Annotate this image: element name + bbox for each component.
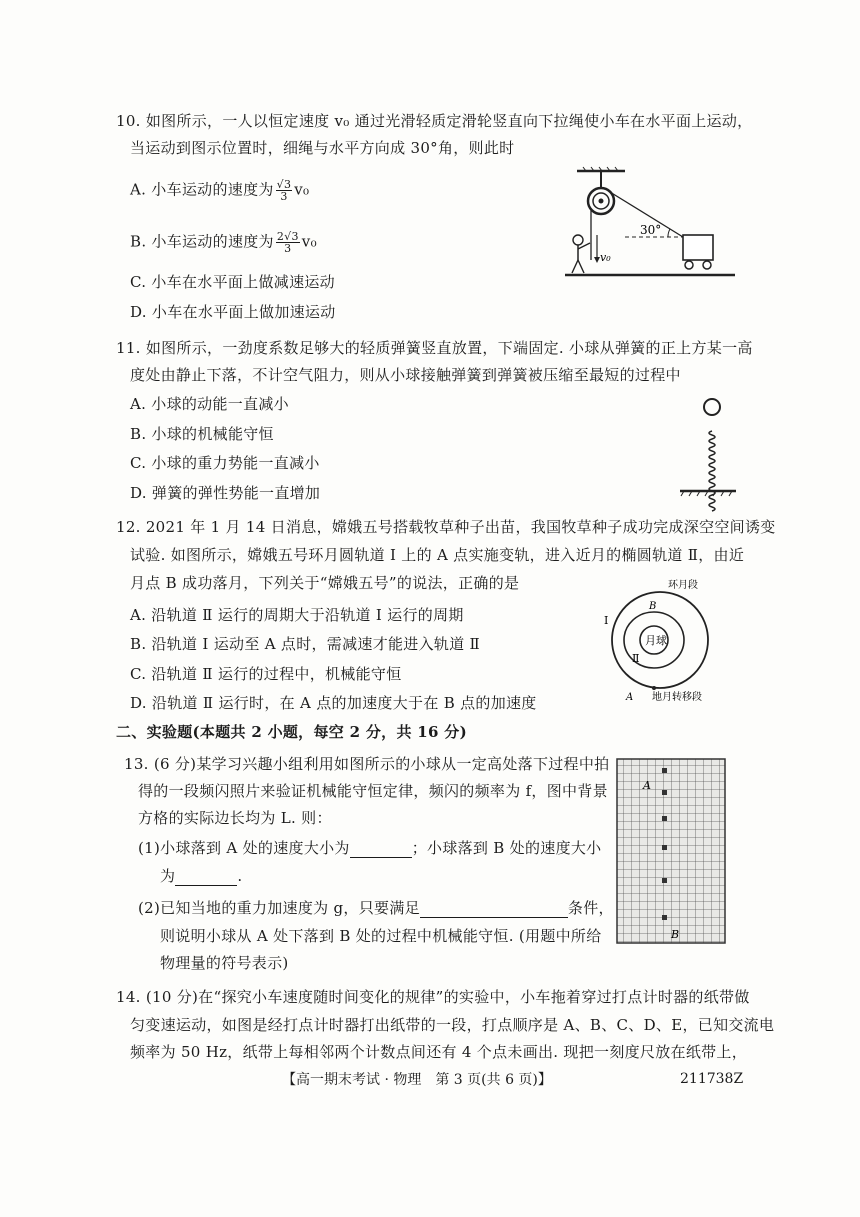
q11-option-b: B. 小球的机械能守恒 [130,425,274,443]
q13-part2-a: (2)已知当地的重力加速度为 g，只要满足 [138,899,420,917]
q11-spring-figure [678,393,738,497]
paper-code: 211738Z [680,1071,744,1087]
q10-pulley-cart-figure [555,165,745,280]
q10-option-a [130,179,309,202]
q12-option-a: A. 沿轨道 Ⅱ 运行的周期大于沿轨道 Ⅰ 运行的周期 [130,606,464,624]
q13-part1-cont [160,866,242,886]
q10-option-b [130,231,317,254]
q10-option-b-fraction [276,231,300,254]
q13-part1-c: 为 [160,867,176,885]
q10-fig-angle-label: 30° [640,223,662,237]
q10-option-b-numerator: 2√3 [276,230,299,243]
q10-option-c: C. 小车在水平面上做减速运动 [130,273,335,291]
q13-line2: 得的一段频闪照片来验证机械能守恒定律，频闪的频率为 f，图中背景 [138,782,608,800]
cart [683,235,713,269]
q13-fig-point-A: A [643,779,651,792]
background-grid [617,759,725,943]
q13-part1-b: ；小球落到 B 处的速度大小 [411,839,602,857]
q12-orbit-figure [598,578,738,702]
q13-part2-line3: 物理量的符号表示) [160,954,289,972]
q13-part1-a: (1)小球落到 A 处的速度大小为 [138,839,350,857]
q10-option-b-prefix: B. 小车运动的速度为 [130,232,274,251]
q10-option-a-fraction [276,179,293,202]
spring-base [680,491,736,496]
q12-fig-orbit-I-label: Ⅰ [604,614,609,627]
q10-option-a-denominator: 3 [280,190,288,203]
q10-option-a-suffix: v₀ [294,180,310,199]
q11-option-c: C. 小球的重力势能一直减小 [130,454,320,472]
q13-part2-b: 条件， [567,899,614,917]
q13-blank-vb[interactable] [175,869,237,886]
q11-stem-line1: 11. 如图所示，一劲度系数足够大的轻质弹簧竖直放置，下端固定. 小球从弹簧的正上方某一高 [116,339,753,357]
q13-part2-line2: 则说明小球从 A 处下落到 B 处的过程中机械能守恒. (用题中所给 [160,927,602,945]
q13-part2 [138,898,614,918]
q10-fig-velocity-label: v₀ [600,251,611,264]
q13-part1 [138,838,601,858]
q11-option-d: D. 弹簧的弹性势能一直增加 [130,484,321,502]
rope [591,192,683,260]
q14-line2: 匀变速运动，如图是经打点计时器打出纸带的一段，打点顺序是 A、B、C、D、E，已知交流电 [130,1016,775,1034]
q13-part1-d: . [237,867,243,885]
q12-option-c: C. 沿轨道 Ⅱ 运行的过程中，机械能守恒 [130,665,402,683]
q10-option-a-numerator: √3 [276,178,292,191]
point-a-dot [652,686,656,690]
spring [709,431,715,511]
angle-marker [625,223,683,237]
q10-stem-line2: 当运动到图示位置时，细绳与水平方向成 30°角，则此时 [130,139,515,157]
q13-line3: 方格的实际边长均为 L. 则： [138,809,332,827]
person-figure [572,235,590,273]
q12-fig-point-B: B [649,601,657,612]
q12-option-b: B. 沿轨道 Ⅰ 运动至 A 点时，需减速才能进入轨道 Ⅱ [130,635,481,653]
q12-fig-point-A: A [626,692,634,703]
q12-fig-orbit-II-label: Ⅱ [632,652,640,665]
q14-line1: 14. (10 分)在“探究小车速度随时间变化的规律”的实验中，小车拖着穿过打点计时器的纸带做 [116,988,750,1006]
q13-fig-point-B: B [671,928,680,941]
ceiling-mount [577,167,625,189]
q12-stem-line3: 月点 B 成功落月，下列关于“嫦娥五号”的说法，正确的是 [130,574,520,592]
q14-line3: 频率为 50 Hz，纸带上每相邻两个计数点间还有 4 个点未画出. 现把一刻度尺放在纸带上， [130,1043,748,1061]
q13-strobe-grid-figure [615,757,730,947]
q12-stem-line2: 试验. 如图所示，嫦娥五号环月圆轨道 Ⅰ 上的 A 点实施变轨，进入近月的椭圆轨道 Ⅱ，由近 [130,546,745,564]
q13-blank-va[interactable] [350,841,412,858]
q10-option-b-denominator: 3 [284,242,292,255]
q12-fig-bottom-label: 地月转移段 [652,692,702,703]
q12-stem-line1: 12. 2021 年 1 月 14 日消息，嫦娥五号搭载牧草种子出苗，我国牧草种子成功完成深空空间诱变 [116,518,776,536]
q12-option-d: D. 沿轨道 Ⅱ 运行时，在 A 点的加速度大于在 B 点的加速度 [130,694,537,712]
q10-option-d: D. 小车在水平面上做加速运动 [130,303,336,321]
section-2-heading: 二、实验题(本题共 2 小题，每空 2 分，共 16 分) [116,723,467,741]
q12-fig-moon-label: 月球 [645,634,667,647]
page-footer: 【高一期末考试 · 物理 第 3 页(共 6 页)】 [282,1072,552,1088]
q11-stem-line2: 度处由静止下落，不计空气阻力，则从小球接触弹簧到弹簧被压缩至最短的过程中 [130,366,681,384]
q10-stem-line1: 10. 如图所示，一人以恒定速度 v₀ 通过光滑轻质定滑轮竖直向下拉绳使小车在水平面上运动， [116,112,753,130]
q13-blank-condition[interactable] [420,901,568,918]
velocity-arrow [594,235,611,264]
q10-option-b-suffix: v₀ [301,232,317,251]
q10-option-a-prefix: A. 小车运动的速度为 [130,180,274,199]
q12-fig-top-label: 环月段 [668,580,698,591]
ball [704,399,720,415]
q13-line1: 13. (6 分)某学习兴趣小组利用如图所示的小球从一定高处落下过程中拍 [124,755,610,773]
q11-option-a: A. 小球的动能一直减小 [130,395,289,413]
